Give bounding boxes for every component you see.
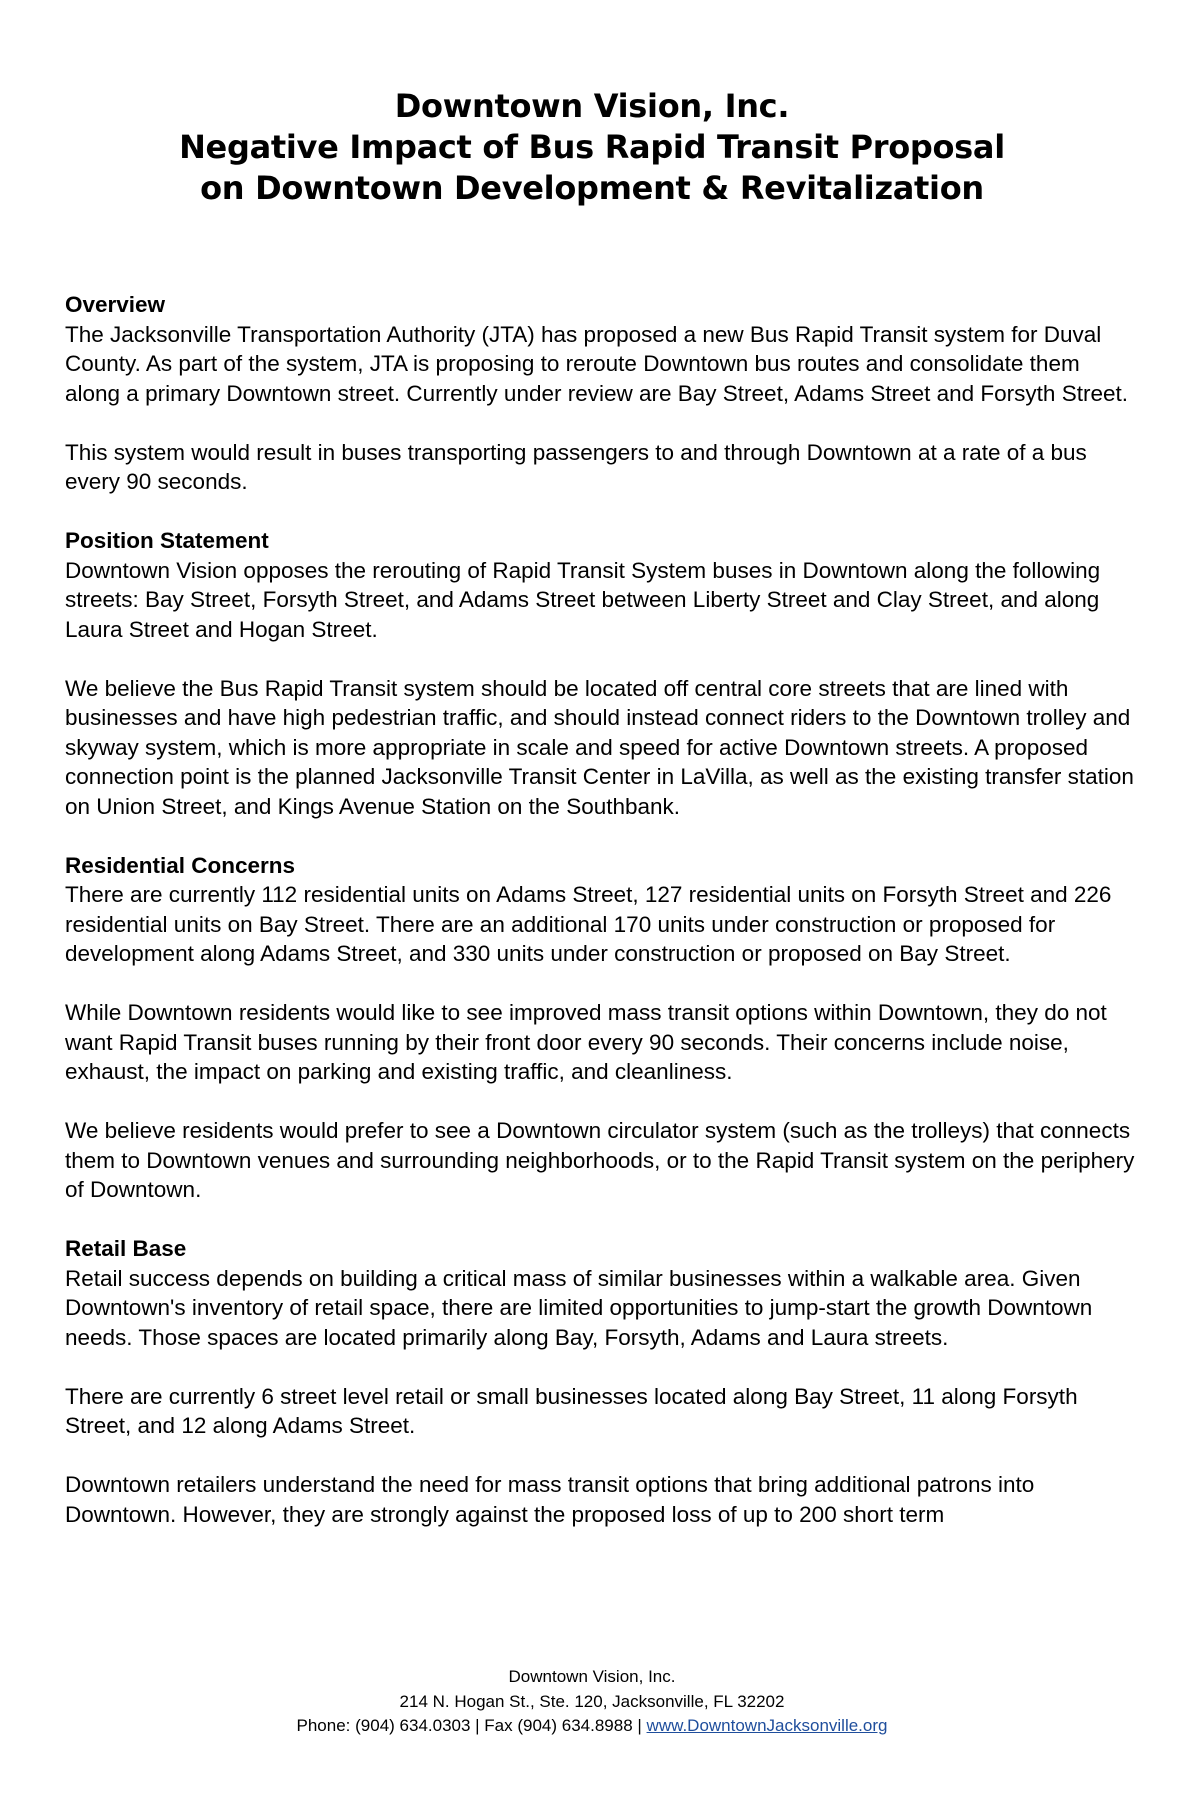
section-residential-concerns — [65, 851, 1140, 1205]
retail-paragraph-1: Retail success depends on building a critical mass of similar businesses within a walkable area. Given Downtown's inventory of retail space, there are limited opportunities to jump-start the growth Downtown needs. Those spaces are located primarily along Bay, Forsyth, Adams and Laura streets. — [65, 1265, 1093, 1350]
retail-paragraph-2: There are currently 6 street level retail or small businesses located along Bay Street, 11 along Forsyth Street, and 12 along Adams Street. — [65, 1383, 1078, 1438]
document-body — [65, 290, 1140, 1559]
position-heading: Position Statement — [65, 528, 269, 553]
title-line-3: on Downtown Development & Revitalization — [200, 169, 984, 207]
residential-paragraph-3: We believe residents would prefer to see a Downtown circulator system (such as the trolleys) that connects them to Downtown venues and surrounding neighborhoods, or to the Rapid Transit system on the periphery of Downtown. — [65, 1118, 1135, 1202]
section-overview — [65, 290, 1140, 497]
page-footer — [0, 1665, 1184, 1739]
residential-paragraph-2: While Downtown residents would like to see improved mass transit options within Downtown, they do not want Rapid Transit buses running by their front door every 90 seconds. Their concerns include noise, exhaust, the impact on parking and existing traffic, and cleanliness. — [65, 1000, 1107, 1084]
footer-address: 214 N. Hogan St., Ste. 120, Jacksonville, FL 32202 — [399, 1691, 785, 1711]
footer-org: Downtown Vision, Inc. — [508, 1667, 676, 1686]
title-line-2: Negative Impact of Bus Rapid Transit Proposal — [179, 128, 1005, 166]
overview-paragraph-2: This system would result in buses transporting passengers to and through Downtown at a rate of a bus every 90 seconds. — [65, 439, 1087, 494]
overview-paragraph-1: The Jacksonville Transportation Authority (JTA) has proposed a new Bus Rapid Transit system for Duval County. As part of the system, JTA is proposing to reroute Downtown bus routes and consolidate them along a primary Downtown street. Currently under review are Bay Street, Adams Street and Forsyth Street. — [65, 321, 1128, 406]
position-paragraph-1: Downtown Vision opposes the rerouting of Rapid Transit System buses in Downtown along the following streets: Bay Street, Forsyth Street, and Adams Street between Liberty Street and Clay Street, and along Laura Street and Hogan Street. — [65, 557, 1101, 642]
position-paragraph-2: We believe the Bus Rapid Transit system should be located off central core streets that are lined with businesses and have high pedestrian traffic, and should instead connect riders to the Downtown trolley and skyway system, which is more appropriate in scale and speed for active Downtown streets. A proposed connection point is the planned Jacksonville Transit Center in LaVilla, as well as the existing transfer station on Union Street, and Kings Avenue Station on the Southbank. — [65, 675, 1134, 819]
title-line-1: Downtown Vision, Inc. — [394, 87, 790, 125]
document-title — [0, 86, 1184, 209]
retail-paragraph-3: Downtown retailers understand the need for mass transit options that bring additional patrons into Downtown. However, they are strongly against the proposed loss of up to 200 short term — [65, 1472, 1035, 1527]
overview-heading: Overview — [65, 292, 166, 317]
residential-heading: Residential Concerns — [65, 852, 296, 878]
footer-contact — [0, 1714, 1184, 1739]
section-position-statement — [65, 526, 1140, 821]
footer-phone-fax: Phone: (904) 634.0303 | Fax (904) 634.8988 | — [296, 1716, 647, 1735]
website-link[interactable]: www.DowntownJacksonville.org — [646, 1716, 888, 1735]
section-retail-base — [65, 1234, 1140, 1529]
residential-paragraph-1: There are currently 112 residential units on Adams Street, 127 residential units on Forsyth Street and 226 residential units on Bay Street. There are an additional 170 units under construction or proposed for development along Adams Street, and 330 units under construction or proposed on Bay Street. — [65, 882, 1112, 966]
retail-heading: Retail Base — [65, 1236, 187, 1261]
